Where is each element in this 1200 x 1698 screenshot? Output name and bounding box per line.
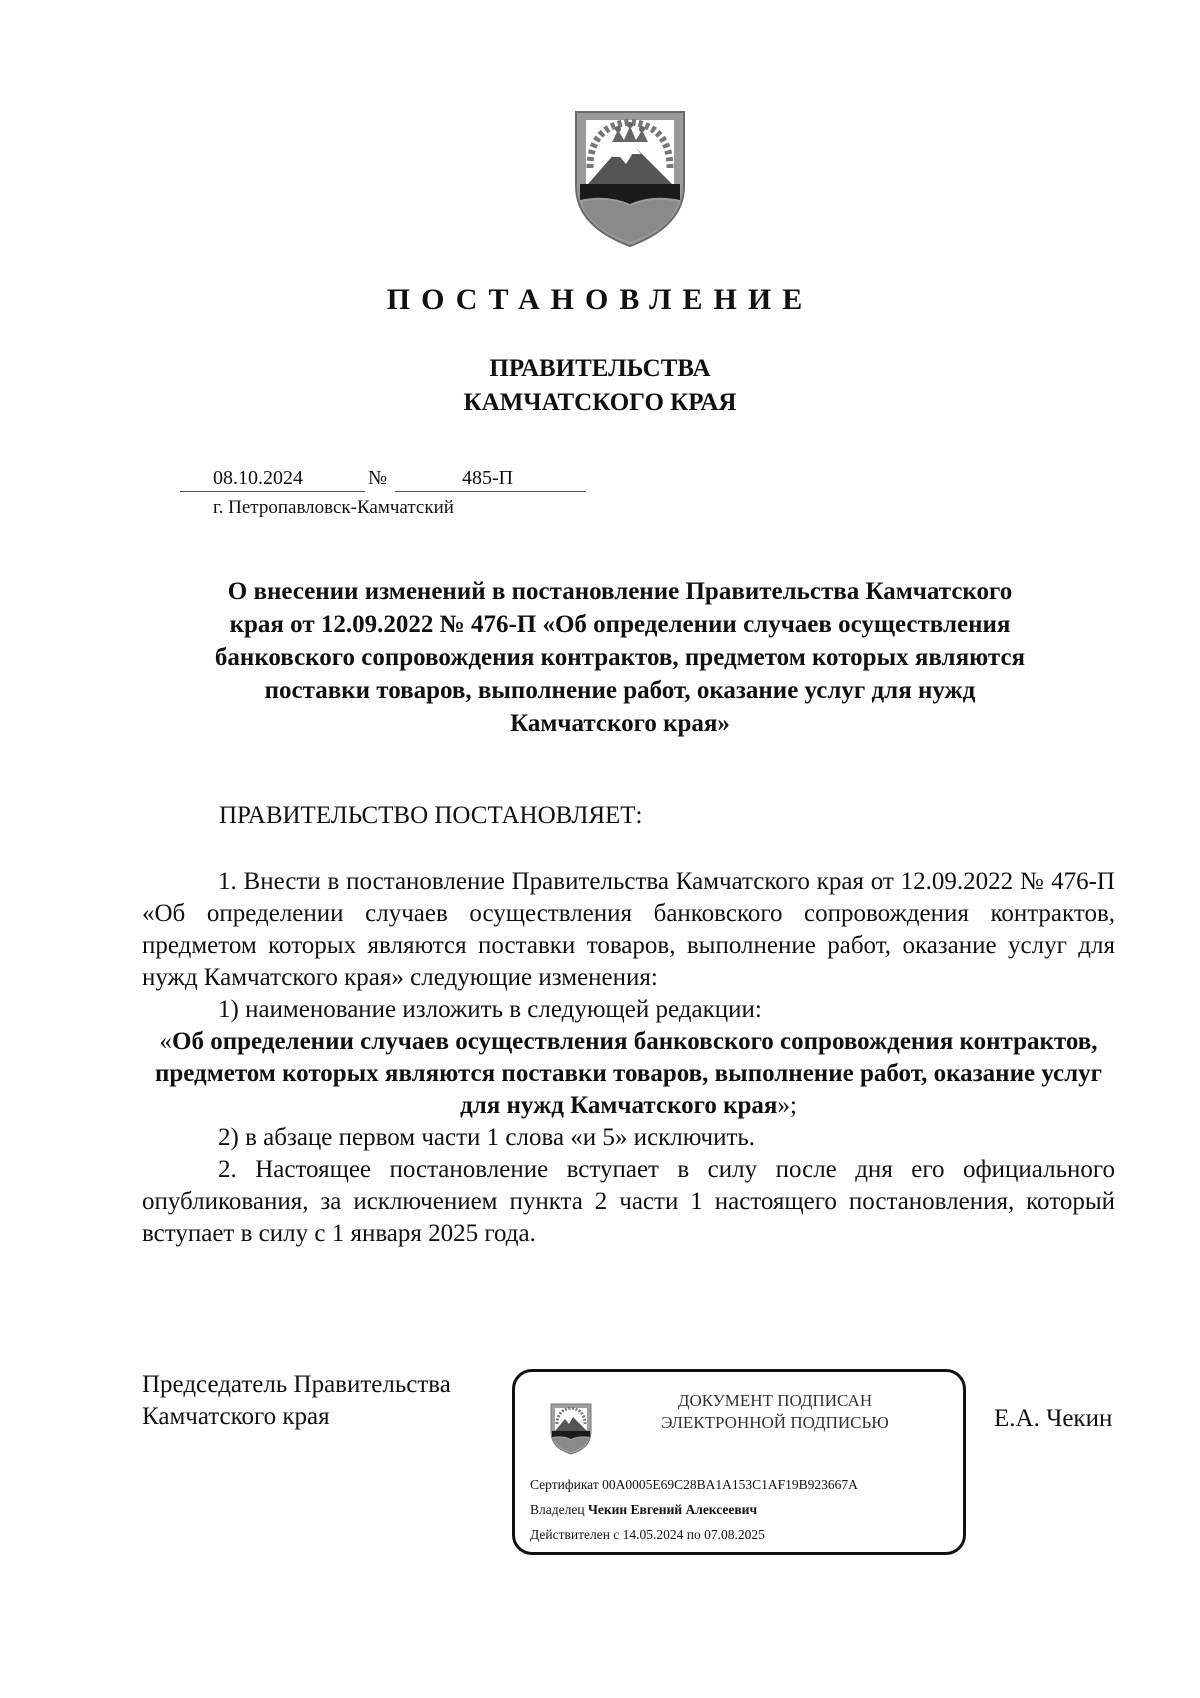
signer-name: Е.А. Чекин <box>994 1405 1113 1432</box>
owner-value: Чекин Евгений Алексеевич <box>587 1502 758 1517</box>
document-date: 08.10.2024 <box>213 467 303 489</box>
signer-title-line-2: Камчатского края <box>142 1403 330 1430</box>
body-paragraph-5: 2. Настоящее постановление вступает в силу после дня его официального опубликования, за исключением пункта 2 части 1 настоящего постановления, который вступает в силу с 1 января 2025 года. <box>142 1156 1115 1247</box>
certificate-label: Сертификат <box>530 1477 599 1492</box>
decree-statement: ПРАВИТЕЛЬСТВО ПОСТАНОВЛЯЕТ: <box>219 802 643 829</box>
subject-line: поставки товаров, выполнение работ, оказание услуг для нужд <box>264 677 976 704</box>
document-body <box>142 866 1115 1250</box>
number-sign: № <box>368 467 388 489</box>
issuer-line-1: ПРАВИТЕЛЬСТВА <box>489 355 711 382</box>
document-subject <box>140 575 1100 740</box>
validity-row <box>530 1522 858 1547</box>
valid-from-date: 14.05.2024 <box>622 1527 684 1542</box>
body-paragraph-4: 2) в абзаце первом части 1 слова «и 5» исключить. <box>218 1124 756 1151</box>
valid-to-date: 07.08.2025 <box>704 1527 765 1542</box>
stamp-heading-line-2: ЭЛЕКТРОННОЙ ПОДПИСЬЮ <box>661 1413 889 1432</box>
issuer-heading <box>0 352 1200 420</box>
stamp-heading <box>605 1390 945 1434</box>
stamp-details <box>530 1472 858 1547</box>
document-number: 485-П <box>462 467 514 489</box>
quote-close: »; <box>777 1092 797 1119</box>
stamp-heading-line-1: ДОКУМЕНТ ПОДПИСАН <box>677 1391 873 1410</box>
new-title-text: Об определении случаев осуществления банковского сопровождения контрактов, предметом которых являются поставки товаров, выполнение работ, оказание услуг для нужд Камчатского края <box>154 1028 1103 1119</box>
subject-line: края от 12.09.2022 № 476-П «Об определении случаев осуществления <box>229 611 1011 638</box>
valid-from-label: Действителен с <box>530 1527 620 1542</box>
document-type-heading: ПОСТАНОВЛЕНИЕ <box>386 283 814 316</box>
quote-open: « <box>159 1028 173 1055</box>
body-paragraph-3 <box>142 1026 1115 1122</box>
body-paragraph-2: 1) наименование изложить в следующей редакции: <box>218 996 762 1023</box>
body-paragraph-1: 1. Внести в постановление Правительства Камчатского края от 12.09.2022 № 476-П «Об определении случаев осуществления банковского сопровождения контрактов, предметом которых являются поставки товаров, выполнение работ, оказание услуг для нужд Камчатского края» следующие изменения: <box>142 868 1115 991</box>
certificate-row <box>530 1472 858 1497</box>
electronic-signature-stamp <box>512 1369 966 1555</box>
signer-title <box>142 1369 451 1433</box>
subject-line: банковского сопровождения контрактов, предметом которых являются <box>214 644 1026 671</box>
kamchatka-coat-of-arms-icon <box>572 108 688 248</box>
owner-row <box>530 1497 858 1522</box>
subject-line: О внесении изменений в постановление Правительства Камчатского <box>227 578 1013 605</box>
stamp-emblem-icon <box>549 1402 593 1456</box>
subject-line: Камчатского края» <box>510 710 730 737</box>
issue-place: г. Петропавловск-Камчатский <box>213 497 454 518</box>
signer-title-line-1: Председатель Правительства <box>142 1371 451 1398</box>
valid-to-label: по <box>686 1527 701 1542</box>
registration-line <box>180 465 586 492</box>
issuer-line-2: КАМЧАТСКОГО КРАЯ <box>463 389 737 416</box>
owner-label: Владелец <box>530 1502 585 1517</box>
certificate-value: 00A0005E69C28BA1A153C1AF19B923667A <box>602 1477 858 1492</box>
